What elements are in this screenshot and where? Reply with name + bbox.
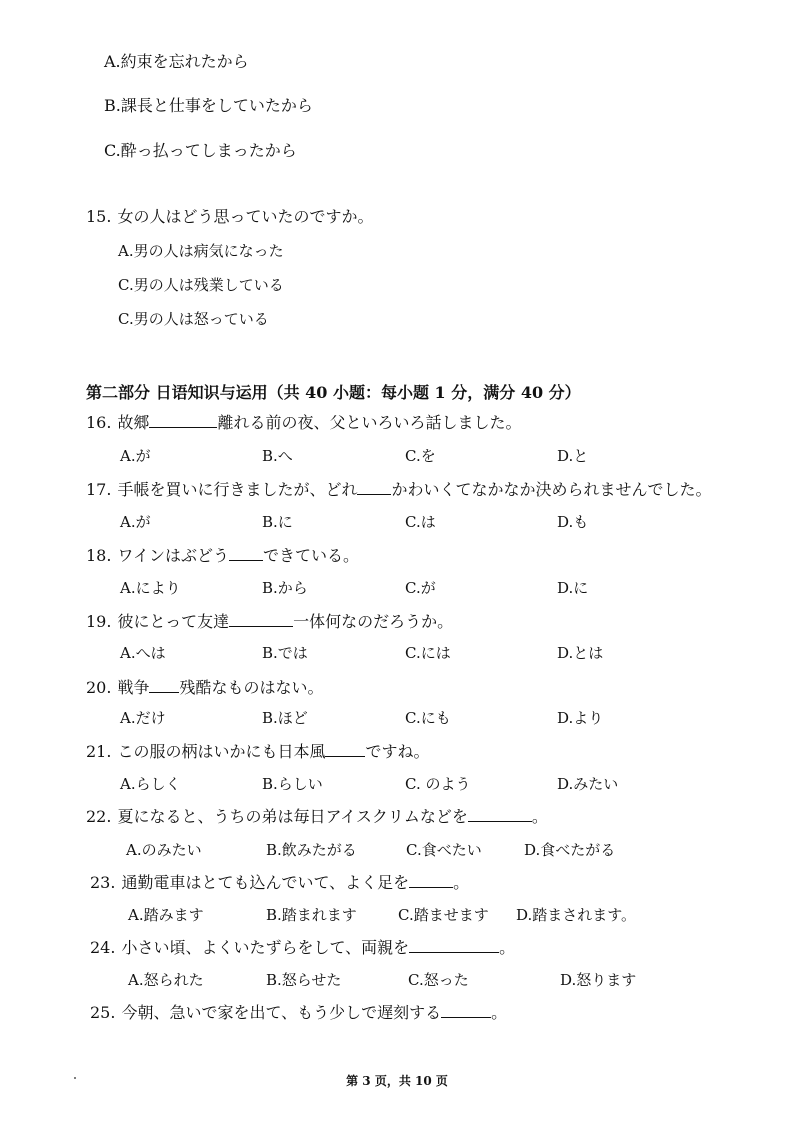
q21-option-d: D.みたい	[557, 775, 619, 793]
q22-option-a: A.のみたい	[126, 841, 202, 859]
answer-blank	[149, 677, 179, 693]
q21-option-c: C. のよう	[405, 775, 471, 793]
q23-option-a: A.踏みます	[128, 906, 204, 924]
question-text-post: ですね。	[365, 742, 430, 761]
question-number: 17.	[86, 480, 112, 499]
answer-blank	[325, 741, 365, 757]
q16-option-a: A.が	[120, 447, 151, 465]
q18-option-c: C.が	[405, 579, 436, 597]
question-text-pre: 夏になると、うちの弟は毎日アイスクリムなどを	[117, 807, 468, 826]
question-text-pre: ワインはぶどう	[117, 546, 229, 565]
question-21	[86, 741, 429, 762]
q21-option-a: A.らしく	[120, 775, 181, 793]
q17-option-b: B.に	[262, 513, 293, 531]
answer-blank	[409, 872, 453, 888]
question-text-post: 。	[453, 873, 470, 892]
question-text-post: 離れる前の夜、父といろいろ話しました。	[217, 413, 522, 432]
q23-option-b: B.踏まれます	[266, 906, 357, 924]
q19-option-d: D.とは	[557, 644, 604, 662]
answer-blank	[229, 611, 293, 627]
q19-option-b: B.では	[262, 644, 308, 662]
q24-option-d: D.怒ります	[560, 971, 637, 989]
question-text-pre: 通勤電車はとても込んでいて、よく足を	[121, 873, 410, 892]
question-20	[86, 677, 323, 698]
q18-option-d: D.に	[557, 579, 589, 597]
question-number: 15.	[86, 207, 112, 226]
q15-option-1: A.男の人は病気になった	[118, 242, 284, 260]
answer-blank	[229, 545, 263, 561]
question-number: 21.	[86, 742, 112, 761]
answer-blank	[409, 937, 499, 953]
q17-option-a: A.が	[120, 513, 151, 531]
q19-option-a: A.へは	[120, 644, 166, 662]
q18-option-b: B.から	[262, 579, 308, 597]
q24-option-c: C.怒った	[408, 971, 469, 989]
question-number: 22.	[86, 807, 112, 826]
question-number: 24.	[90, 938, 116, 957]
question-17	[86, 479, 711, 500]
question-text-post: 。	[531, 807, 548, 826]
q14-option-c: C.酔っ払ってしまったから	[104, 141, 297, 160]
question-18	[86, 545, 359, 566]
question-text-pre: 故郷	[117, 413, 150, 432]
question-text-post: 。	[491, 1003, 508, 1022]
question-22	[86, 806, 548, 827]
q24-option-b: B.怒らせた	[266, 971, 342, 989]
question-number: 19.	[86, 612, 112, 631]
question-number: 25.	[90, 1003, 116, 1022]
answer-blank	[149, 412, 217, 428]
page-footer: 第 3 页，共 10 页	[346, 1074, 448, 1088]
question-text-pre: 手帳を買いに行きましたが、どれ	[117, 480, 358, 499]
answer-blank	[468, 806, 532, 822]
q20-option-b: B.ほど	[262, 709, 308, 727]
q22-option-d: D.食べたがる	[524, 841, 616, 859]
q14-option-a: A.約束を忘れたから	[104, 52, 249, 71]
q20-option-d: D.より	[557, 709, 604, 727]
question-text-pre: 戦争	[117, 678, 150, 697]
question-text-post: 。	[499, 938, 516, 957]
answer-blank	[441, 1002, 491, 1018]
question-text-post: かわいくてなかなか決められませんでした。	[391, 480, 712, 499]
q15-option-2: C.男の人は残業している	[118, 276, 284, 294]
question-text-post: できている。	[262, 546, 359, 565]
question-16	[86, 412, 521, 433]
question-text-pre: この服の柄はいかにも日本風	[117, 742, 326, 761]
q22-option-c: C.食べたい	[406, 841, 482, 859]
question-text-pre: 小さい頃、よくいたずらをして、両親を	[121, 938, 410, 957]
q15-option-3: C.男の人は怒っている	[118, 310, 269, 328]
question-text-pre: 今朝、急いで家を出て、もう少しで遅刻する	[121, 1003, 442, 1022]
q16-option-b: B.へ	[262, 447, 293, 465]
question-23	[90, 872, 469, 893]
q18-option-a: A.により	[120, 579, 181, 597]
question-text-pre: 彼にとって友達	[117, 612, 230, 631]
q14-option-b: B.課長と仕事をしていたから	[104, 96, 313, 115]
question-24	[90, 937, 515, 958]
question-text-post: 一体何なのだろうか。	[293, 612, 454, 631]
section-title: 第二部分 日语知识与运用（共 40 小题：每小题 1 分，满分 40 分）	[86, 383, 581, 402]
q19-option-c: C.には	[405, 644, 451, 662]
question-stem: 女の人はどう思っていたのですか。	[117, 207, 374, 226]
question-number: 16.	[86, 413, 112, 432]
q20-option-a: A.だけ	[120, 709, 166, 727]
q16-option-c: C.を	[405, 447, 436, 465]
q17-option-d: D.も	[557, 513, 589, 531]
q20-option-c: C.にも	[405, 709, 451, 727]
question-19	[86, 611, 453, 632]
question-25	[90, 1002, 507, 1023]
q23-option-c: C.踏ませます	[398, 906, 489, 924]
question-15	[86, 207, 373, 227]
q21-option-b: B.らしい	[262, 775, 323, 793]
question-text-post: 残酷なものはない。	[179, 678, 324, 697]
question-number: 20.	[86, 678, 112, 697]
question-number: 23.	[90, 873, 116, 892]
q17-option-c: C.は	[405, 513, 436, 531]
q24-option-a: A.怒られた	[128, 971, 204, 989]
question-number: 18.	[86, 546, 112, 565]
q23-option-d: D.踏まされます。	[516, 906, 637, 924]
q16-option-d: D.と	[557, 447, 589, 465]
answer-blank	[357, 479, 391, 495]
q22-option-b: B.飲みたがる	[266, 841, 357, 859]
